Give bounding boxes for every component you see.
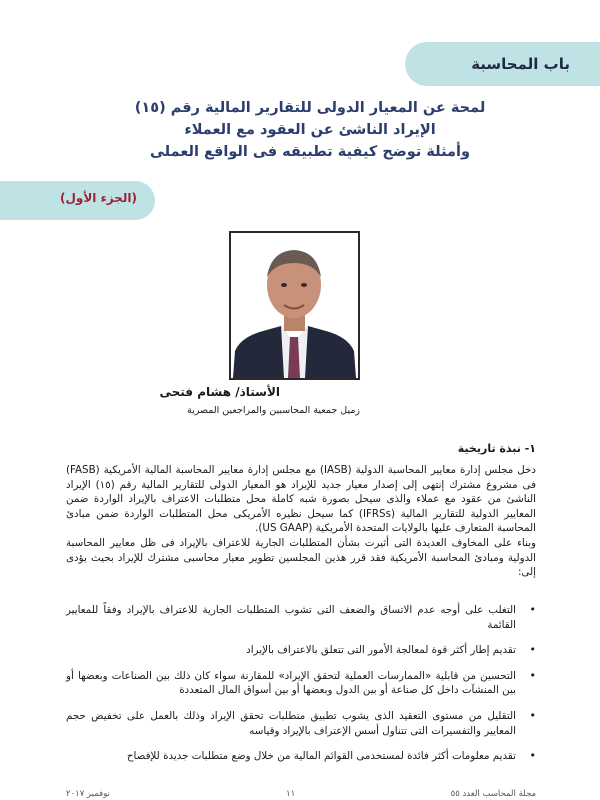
page-footer	[66, 789, 536, 800]
paragraph: دخل مجلس إدارة معايير المحاسبة الدولية (IASB) مع مجلس إدارة معايير المحاسبة المالية الأمريكية (FASB) فى مشروع مشترك إنتهى إلى إصدار معيار جديد للإيراد هو المعيار الدولى للتقارير المالية رقم (١٥) الإيراد الناشئ من عقود مع عملاء والذى سيحل بصورة شبه كاملة محل متطلبات الاعتراف بالإيراد الواردة ضمن المعايير الدولية للتقارير المالية (IFRSs) كما سيحل نظيره الأمريكى محل المتطلبات الواردة ضمن مبادئ المحاسبة المتعارف عليها بالولايات المتحدة الأمريكية (US GAAP).	[66, 464, 536, 535]
bullet-icon: •	[529, 643, 536, 657]
list-item	[66, 643, 536, 658]
section-tab-label: باب المحاسبة	[471, 55, 570, 73]
bullet-icon: •	[529, 603, 536, 616]
bullet-text: تقديم إطار أكثر قوة لمعالجة الأمور التى تتعلق بالاعتراف بالإيراد	[246, 644, 516, 657]
bullet-list	[66, 603, 536, 775]
author-role: زميل جمعية المحاسبين والمراجعين المصرية	[187, 405, 360, 416]
article-title-line-2: الإيراد الناشئ عن العقود مع العملاء	[184, 122, 436, 138]
section-tab	[405, 42, 600, 86]
paragraph: وبناء على المخاوف العديدة التى أثيرت بشأن المتطلبات الجارية للاعتراف بالإيراد فى ظل معايير المحاسبة الدولية ومبادئ المحاسبة الأمريكية فقد قرر هذين المجلسين تطوير معيار محاسبى مشترك للإيراد بحيث يؤدى إلى:	[66, 536, 536, 579]
section-heading: ١- نبذة تاريخية	[457, 442, 536, 455]
part-label: (الجزء الأول)	[60, 191, 137, 205]
bullet-text: التقليل من مستوى التعقيد الذى يشوب تطبيق متطلبات تحقق الإيراد وذلك بالعمل على تخفيض حجم المعايير والتفسيرات التى تتناول أسس الإعتراف بالإيراد وقياسه	[66, 709, 516, 737]
article-body	[66, 463, 536, 580]
bullet-text: التغلب على أوجه عدم الاتساق والضعف التى تشوب المتطلبات الجارية للاعتراف بالإيراد وفقاً للمعايير القائمة	[66, 604, 516, 631]
bullet-icon: •	[529, 708, 536, 722]
footer-date: نوفمبر ٢٠١٧	[66, 789, 110, 799]
list-item	[66, 603, 536, 632]
page-number: ١١	[286, 789, 296, 799]
bullet-icon: •	[529, 749, 536, 763]
list-item	[66, 709, 536, 738]
author-photo	[229, 231, 360, 380]
part-tab	[0, 181, 155, 220]
list-item	[66, 669, 536, 698]
list-item	[66, 749, 536, 764]
bullet-icon: •	[529, 668, 536, 682]
article-title-line-1: لمحة عن المعيار الدولى للتقارير المالية رقم (١٥)	[134, 100, 486, 116]
author-portrait-image	[231, 233, 358, 378]
bullet-text: التحسين من قابلية «الممارسات العملية لتحقق الإيراد» للمقارنة سواء كان ذلك بين الصناعات وبعضها أو بين المنشآت داخل كل صناعة أو بين الدول وبعضها أو بين أسواق المال المتعددة	[66, 669, 516, 697]
author-name: الأستاذ/ هشام فتحى	[159, 385, 280, 399]
article-title-line-3: وأمثلة توضح كيفية تطبيقه فى الواقع العملى	[150, 144, 470, 160]
bullet-text: تقديم معلومات أكثر فائدة لمستخدمى القوائم المالية من خلال وضع متطلبات جديدة للإفصاح	[126, 750, 516, 763]
footer-journal: مجلة المحاسب العدد ٥٥	[450, 789, 536, 799]
